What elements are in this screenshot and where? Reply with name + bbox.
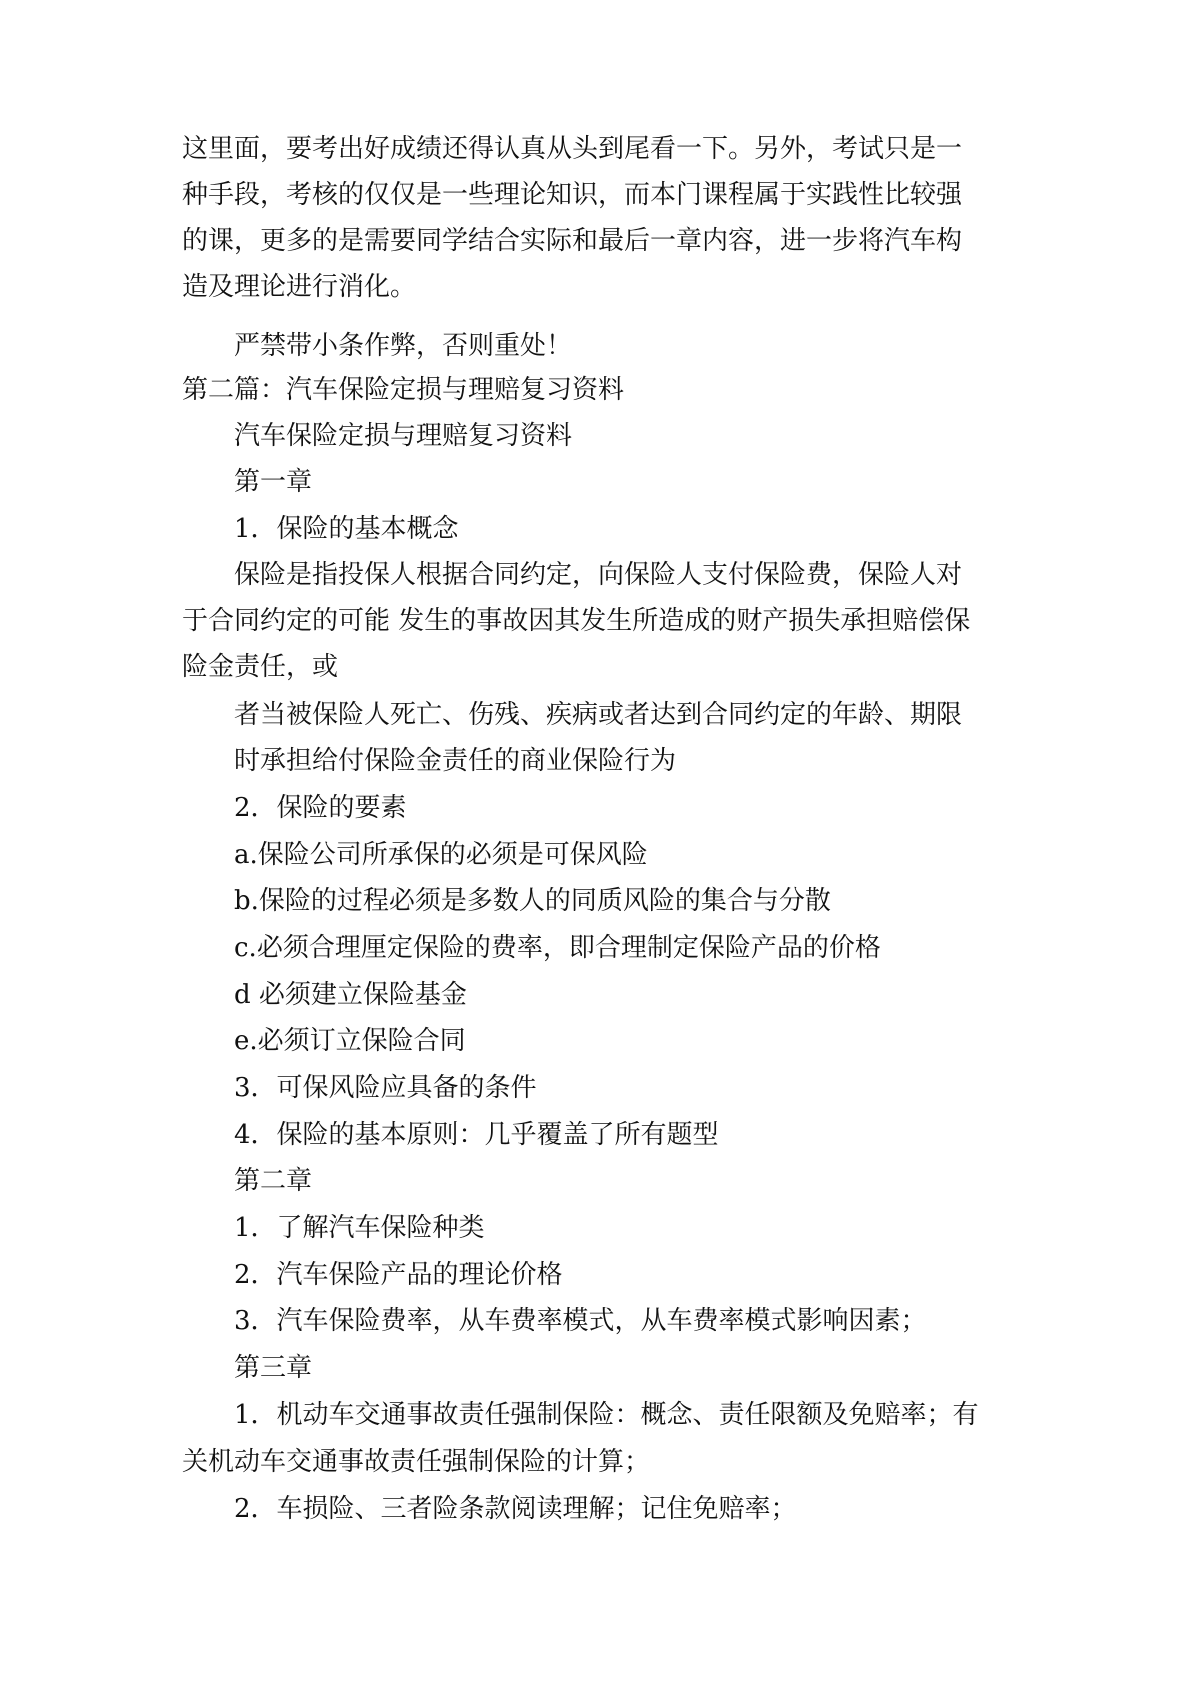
list-item: 2．保险的要素 bbox=[234, 793, 407, 823]
notice-text: 严禁带小条作弊，否则重处！ bbox=[234, 331, 573, 361]
list-item: 1．保险的基本概念 bbox=[234, 514, 459, 544]
list-item: d 必须建立保险基金 bbox=[234, 980, 467, 1010]
chapter-heading: 第一章 bbox=[234, 467, 313, 497]
list-item: a.保险公司所承保的必须是可保风险 bbox=[234, 840, 648, 870]
body-text-line: 险金责任，或 bbox=[182, 652, 339, 682]
list-item: 1．了解汽车保险种类 bbox=[234, 1213, 485, 1243]
list-item: 2．车损险、三者险条款阅读理解；记住免赔率； bbox=[234, 1494, 797, 1524]
list-item: e.必须订立保险合同 bbox=[234, 1026, 466, 1056]
body-text-line: 时承担给付保险金责任的商业保险行为 bbox=[234, 746, 677, 776]
body-text-line: 造及理论进行消化。 bbox=[182, 272, 417, 302]
body-text-line: 于合同约定的可能 发生的事故因其发生所造成的财产损失承担赔偿保 bbox=[182, 606, 971, 636]
section-heading: 第二篇：汽车保险定损与理赔复习资料 bbox=[182, 375, 625, 405]
body-text-line: 关机动车交通事故责任强制保险的计算； bbox=[182, 1447, 651, 1477]
list-item: 1．机动车交通事故责任强制保险：概念、责任限额及免赔率；有 bbox=[234, 1400, 979, 1430]
document-title: 汽车保险定损与理赔复习资料 bbox=[234, 421, 573, 451]
body-text-line: 的课，更多的是需要同学结合实际和最后一章内容，进一步将汽车构 bbox=[182, 226, 963, 256]
list-item: 3．汽车保险费率，从车费率模式，从车费率模式影响因素； bbox=[234, 1306, 927, 1336]
body-text-line: 种手段，考核的仅仅是一些理论知识，而本门课程属于实践性比较强 bbox=[182, 180, 963, 210]
chapter-heading: 第二章 bbox=[234, 1166, 313, 1196]
chapter-heading: 第三章 bbox=[234, 1353, 313, 1383]
list-item: 2．汽车保险产品的理论价格 bbox=[234, 1260, 563, 1290]
body-text-line: 这里面，要考出好成绩还得认真从头到尾看一下。另外，考试只是一 bbox=[182, 134, 963, 164]
body-text-line: 者当被保险人死亡、伤残、疾病或者达到合同约定的年龄、期限 bbox=[234, 700, 963, 730]
list-item: c.必须合理厘定保险的费率，即合理制定保险产品的价格 bbox=[234, 933, 881, 963]
list-item: b.保险的过程必须是多数人的同质风险的集合与分散 bbox=[234, 886, 831, 916]
body-text-line: 保险是指投保人根据合同约定，向保险人支付保险费，保险人对 bbox=[234, 560, 963, 590]
list-item: 4．保险的基本原则：几乎覆盖了所有题型 bbox=[234, 1120, 719, 1150]
list-item: 3．可保风险应具备的条件 bbox=[234, 1073, 537, 1103]
